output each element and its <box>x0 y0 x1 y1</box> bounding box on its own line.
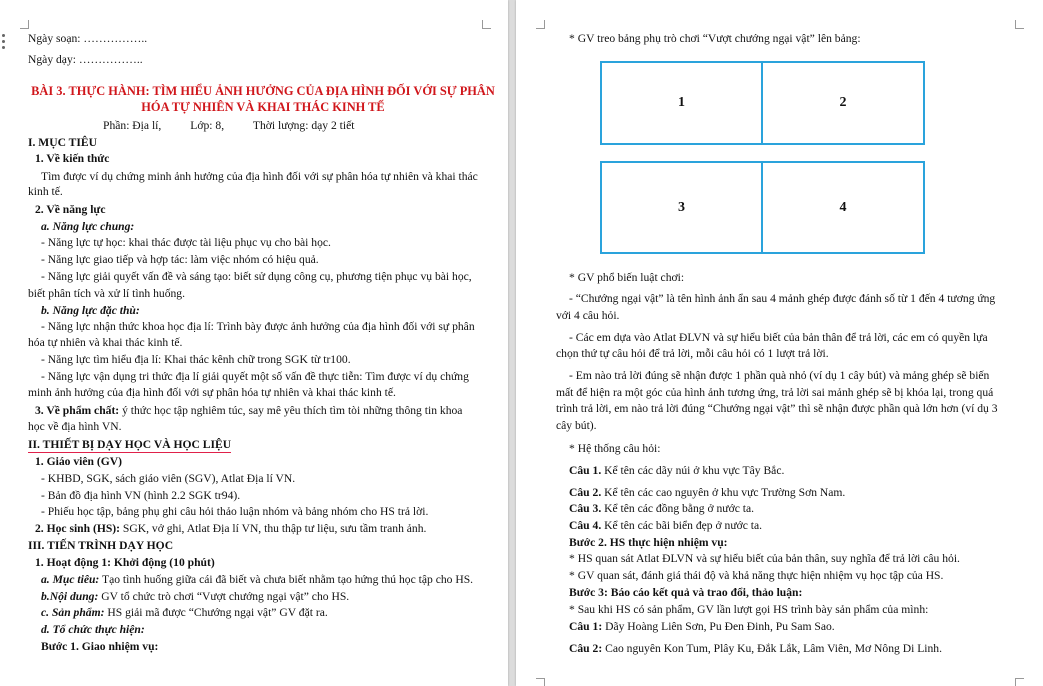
teacher-item-3: - Phiếu học tập, bảng phụ ghi câu hỏi thảo luận nhóm và bảng nhóm cho HS trả lời. <box>41 505 429 518</box>
specific-capacity-3a: - Năng lực vận dụng tri thức địa lí giải quyết một số vấn đề thực tiễn: Tìm được ví dụ chứng <box>41 370 469 383</box>
rule-3a: - Em nào trả lời đúng sẽ nhận được 1 phần quà nhỏ (ví dụ 1 cây bút) và mảng ghép sẽ biến <box>569 369 990 382</box>
answer-2 <box>569 642 942 656</box>
date-teach: Ngày dạy: …………….. <box>28 53 143 66</box>
heading-activity-1: 1. Hoạt động 1: Khởi động (10 phút) <box>35 556 215 569</box>
answer-1 <box>569 620 835 634</box>
answer-2-text: Cao nguyên Kon Tum, Plây Ku, Đắk Lắk, Lâm Viên, Mơ Nông Di Linh. <box>602 642 943 655</box>
question-3-text: Kể tên các đồng bằng ở nước ta. <box>601 502 755 515</box>
content-line <box>41 590 349 604</box>
step-3-label: Bước 3: Báo cáo kết quả và trao đổi, thảo luận: <box>569 586 803 599</box>
question-2-text: Kể tên các cao nguyên ở khu vực Trường Sơn Nam. <box>601 486 846 499</box>
puzzle-tile-3: 3 <box>600 161 763 254</box>
rule-1a: - “Chướng ngại vật” là tên hình ảnh ẩn sau 4 mảnh ghép được đánh số từ 1 đến 4 tương ứng <box>569 292 996 305</box>
organization-label: d. Tổ chức thực hiện: <box>41 623 145 636</box>
heading-teacher: 1. Giáo viên (GV) <box>35 455 122 468</box>
section-process: III. TIẾN TRÌNH DẠY HỌC <box>28 539 174 552</box>
section-objectives: I. MỤC TIÊU <box>28 136 98 149</box>
question-3-label: Câu 3. <box>569 502 602 515</box>
date-compose: Ngày soạn: …………….. <box>28 32 148 45</box>
crop-mark-bottom-right <box>1015 678 1024 686</box>
crop-mark-bottom-left <box>536 678 545 686</box>
general-capacity-3b: biết phân tích và xử lí tình huống. <box>28 287 185 300</box>
heading-general-capacity: a. Năng lực chung: <box>41 220 135 233</box>
content-label: b.Nội dung: <box>41 590 99 603</box>
crop-mark-top-right <box>482 20 491 29</box>
specific-capacity-1a: - Năng lực nhận thức khoa học địa lí: Trình bày được ảnh hưởng của địa hình đối với sự phân <box>41 320 475 333</box>
question-1-label: Câu 1. <box>569 464 602 477</box>
product-text: HS giải mã được “Chướng ngại vật” GV đặt ra. <box>104 606 328 619</box>
lesson-meta: Phần: Địa lí, Lớp: 8, Thời lượng: dạy 2 tiết <box>103 119 355 132</box>
knowledge-text-2: kinh tế. <box>28 185 63 198</box>
general-capacity-2: - Năng lực giao tiếp và hợp tác: làm việc nhóm có hiệu quả. <box>41 253 319 266</box>
quality-label: 3. Về phẩm chất: <box>35 404 120 417</box>
section-equipment-label: II. THIẾT BỊ DẠY HỌC VÀ HỌC LIỆU <box>28 438 232 451</box>
rule-3c: trình trả lời, em nào trả lời đúng “Chướng ngại vật” thì sẽ nhận được phần quà lớn hơn (ví dụ 3 <box>556 402 998 415</box>
question-4-label: Câu 4. <box>569 519 602 532</box>
question-2-label: Câu 2. <box>569 486 602 499</box>
content-text: GV tổ chức trò chơi “Vượt chướng ngại vật” cho HS. <box>98 590 350 603</box>
rule-2a: - Các em dựa vào Atlat ĐLVN và sự hiểu biết của bản thân để trả lời, các em có quyền lựa <box>569 331 988 344</box>
puzzle-tile-1: 1 <box>600 61 763 145</box>
question-4-text: Kể tên các bãi biển đẹp ở nước ta. <box>601 519 763 532</box>
document-page-left <box>0 0 508 686</box>
question-2 <box>569 486 845 500</box>
question-4 <box>569 519 762 533</box>
heading-capacity: 2. Về năng lực <box>35 203 106 216</box>
rules-heading: * GV phổ biến luật chơi: <box>569 271 685 284</box>
rule-3d: cây bút). <box>556 419 597 432</box>
general-capacity-1: - Năng lực tự học: khai thác được tài liệu phục vụ cho bài học. <box>41 236 331 249</box>
lesson-title-line2: HÓA TỰ NHIÊN VÀ KHAI THÁC KINH TẾ <box>141 100 385 114</box>
answer-2-label: Câu 2: <box>569 642 603 655</box>
question-3 <box>569 502 754 516</box>
question-1 <box>569 464 784 478</box>
student-text: SGK, vở ghi, Atlat Địa lí VN, thu thập tư liệu, sưu tầm tranh ảnh. <box>120 522 427 535</box>
quality-text-2: học về địa hình VN. <box>28 420 122 433</box>
teacher-item-2: - Bản đồ địa hình VN (hình 2.2 SGK tr94). <box>41 489 241 502</box>
step-2-line-2: * GV quan sát, đánh giá thái độ và khả năng thực hiện nhiệm vụ học tập của HS. <box>569 569 944 582</box>
knowledge-text-1: Tìm được ví dụ chứng minh ảnh hưởng của địa hình đối với sự phân hóa tự nhiên và khai thác <box>41 170 478 183</box>
game-intro: * GV treo bảng phụ trò chơi “Vượt chướng ngại vật” lên bảng: <box>569 32 861 45</box>
student-line <box>35 522 426 536</box>
quality-line-1 <box>35 404 462 418</box>
question-system-heading: * Hệ thống câu hỏi: <box>569 442 661 455</box>
rule-2b: chọn thứ tự câu hỏi để trả lời, mỗi câu hỏi có 1 lượt trả lời. <box>556 347 829 360</box>
answer-1-label: Câu 1: <box>569 620 603 633</box>
specific-capacity-2: - Năng lực tìm hiểu địa lí: Khai thác kênh chữ trong SGK từ tr100. <box>41 353 351 366</box>
heading-knowledge: 1. Về kiến thức <box>35 152 110 165</box>
product-label: c. Sản phẩm: <box>41 606 105 619</box>
question-1-text: Kể tên các dãy núi ở khu vực Tây Bắc. <box>601 464 785 477</box>
drag-handle-icon[interactable] <box>2 34 5 52</box>
general-capacity-3a: - Năng lực giải quyết vấn đề và sáng tạo: biết sử dụng công cụ, phương tiện phục vụ bài học, <box>41 270 472 283</box>
product-line <box>41 606 328 620</box>
goal-text: Tạo tình huống giữa cái đã biết và chưa biết nhằm tạo hứng thú học tập cho HS. <box>99 573 474 586</box>
goal-label: a. Mục tiêu: <box>41 573 100 586</box>
crop-mark-top-left <box>20 20 29 29</box>
step-1-label: Bước 1. Giao nhiệm vụ: <box>41 640 159 653</box>
answer-1-text: Dãy Hoàng Liên Sơn, Pu Đen Đinh, Pu Sam Sao. <box>602 620 835 633</box>
step-2-label: Bước 2. HS thực hiện nhiệm vụ: <box>569 536 728 549</box>
rule-3b: mất để hiện ra một góc của hình ảnh tương ứng, trả lời sai mảnh ghép sẽ bị khóa lại, trong quá <box>556 386 994 399</box>
specific-capacity-1b: hóa tự nhiên và khai thác kinh tế. <box>28 336 183 349</box>
rule-1b: với 4 câu hỏi. <box>556 309 620 322</box>
puzzle-tile-4: 4 <box>761 161 925 254</box>
crop-mark-top-right <box>1015 20 1024 29</box>
goal-line <box>41 573 473 587</box>
puzzle-tile-2: 2 <box>761 61 925 145</box>
heading-specific-capacity: b. Năng lực đặc thù: <box>41 304 140 317</box>
quality-text-1: ý thức học tập nghiêm túc, say mê yêu thích tìm tòi những thông tin khoa <box>119 404 463 417</box>
document-page-right <box>516 0 1043 686</box>
specific-capacity-3b: minh ảnh hưởng của địa hình đối với sự phân hóa tự nhiên và khai thác kinh tế. <box>28 386 396 399</box>
section-equipment <box>28 438 231 452</box>
step-3-line-1: * Sau khi HS có sản phẩm, GV lần lượt gọi HS trình bày sản phẩm của mình: <box>569 603 929 616</box>
step-2-line-1: * HS quan sát Atlat ĐLVN và sự hiểu biết của bản thân, suy nghĩa để trả lời câu hỏi. <box>569 552 960 565</box>
lesson-title-line1: BÀI 3. THỰC HÀNH: TÌM HIỂU ẢNH HƯỞNG CỦA ĐỊA HÌNH ĐỐI VỚI SỰ PHÂN <box>31 84 495 98</box>
crop-mark-top-left <box>536 20 545 29</box>
student-label: 2. Học sinh (HS): <box>35 522 121 535</box>
teacher-item-1: - KHBD, SGK, sách giáo viên (SGV), Atlat Địa lí VN. <box>41 472 296 485</box>
